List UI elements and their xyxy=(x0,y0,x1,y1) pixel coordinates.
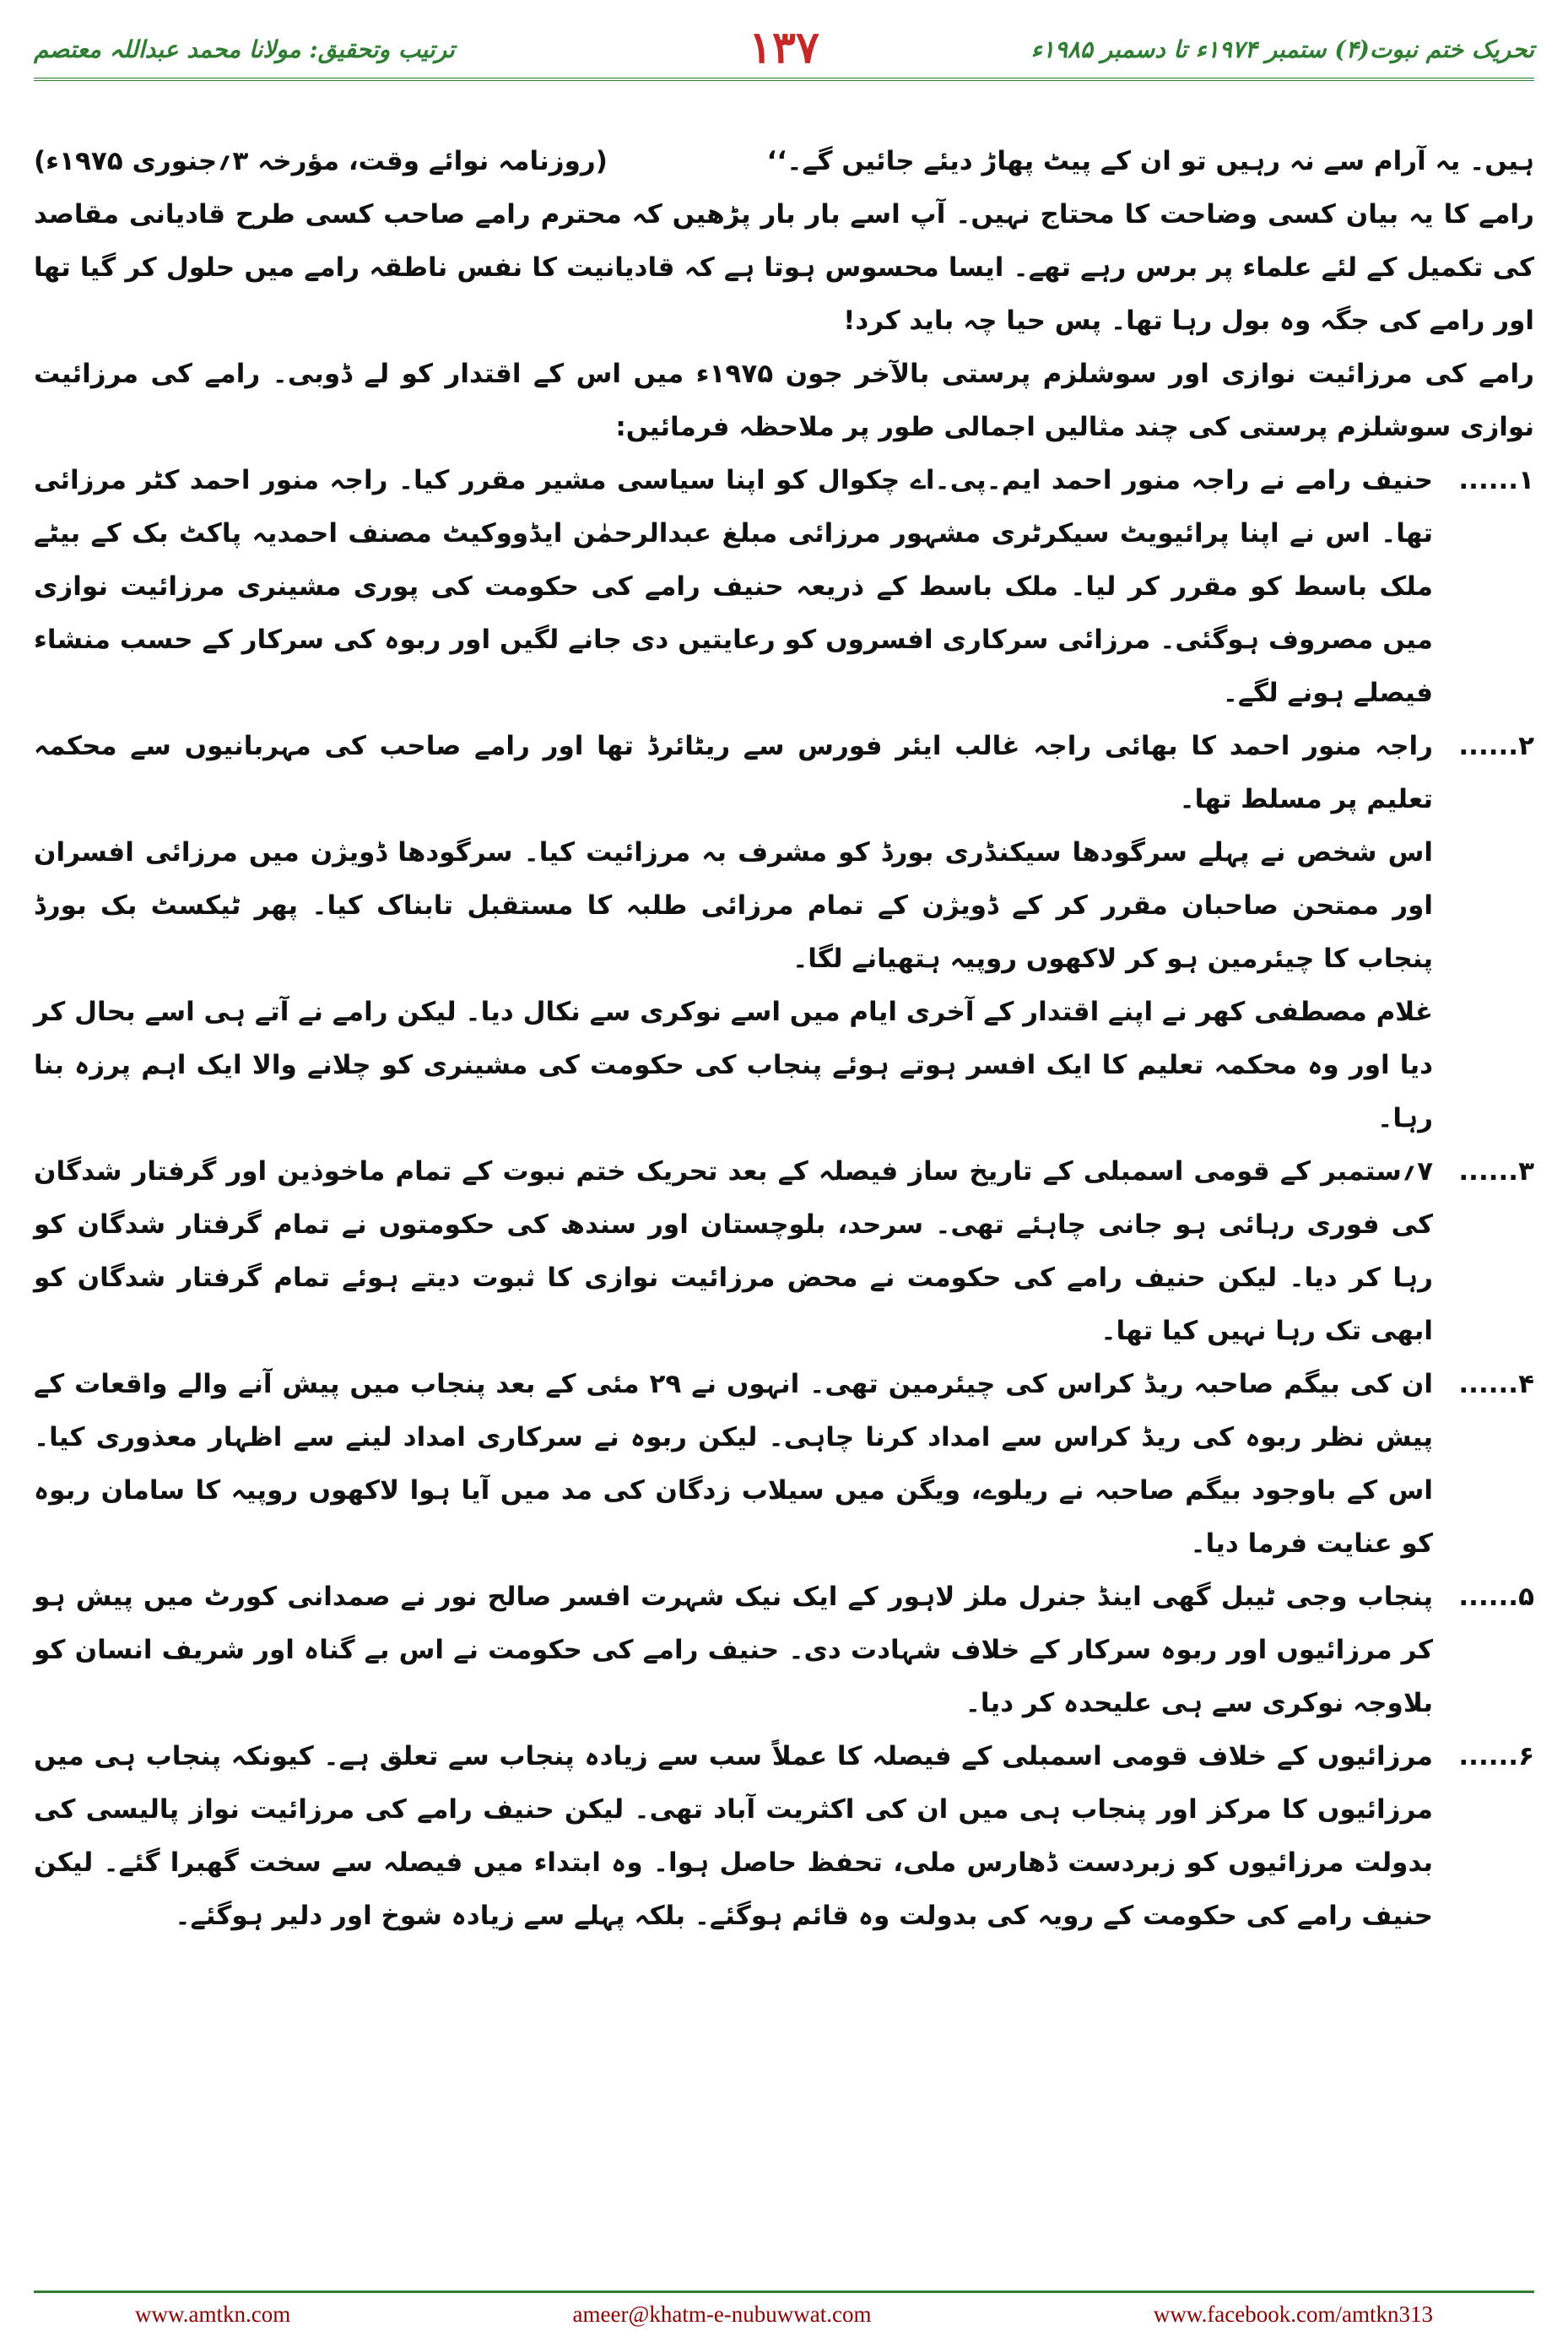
footer-facebook-link[interactable]: www.facebook.com/amtkn313 xyxy=(1153,2301,1433,2327)
list-item-paragraph: پنجاب وجی ٹیبل گھی اینڈ جنرل ملز لاہور کے ایک نیک شہرت افسر صالح نور نے صمدانی کورٹ میں پیش ہو کر مرزائیوں اور ربوہ سرکار کے خلاف شہادت دی۔ حنیف رامے کی حکومت نے اس بے گناہ اور شریف انسان کو بلاوجہ نوکری سے ہی علیحدہ کر دیا۔ xyxy=(34,1582,1433,1718)
list-item-body xyxy=(34,454,1433,720)
header-book-title: تحریک ختم نبوت(۴) ستمبر ۱۹۷۴ء تا دسمبر ۱۹۸۵ء xyxy=(1030,35,1534,63)
list-item xyxy=(34,1145,1534,1358)
citation: (روزنامہ نوائے وقت، مؤرخہ ۳؍جنوری ۱۹۷۵ء) xyxy=(34,146,608,176)
list-item-paragraph: اس شخص نے پہلے سرگودھا سیکنڈری بورڈ کو مشرف بہ مرزائیت کیا۔ سرگودھا ڈویژن میں مرزائی افسران اور ممتحن صاحبان مقرر کر کے ڈویژن کے تمام مرزائی طلبہ کا مستقبل تابناک کیا۔ پھر ٹیکسٹ بک بورڈ پنجاب کا چیئرمین ہو کر لاکھوں روپیہ ہتھیانے لگا۔ xyxy=(34,837,1433,974)
footer-email-link[interactable]: ameer@khatm-e-nubuwwat.com xyxy=(572,2301,872,2327)
page-header xyxy=(34,19,1534,81)
list-item-body xyxy=(34,1145,1433,1358)
list-item-number: ۳...... xyxy=(1458,1156,1534,1187)
paragraph-intro-2: رامے کی مرزائیت نوازی اور سوشلزم پرستی بالآخر جون ۱۹۷۵ء میں اس کے اقتدار کو لے ڈوبی۔ رامے کی مرزائیت نوازی سوشلزم پرستی کی چند مثالیں اجمالی طور پر ملاحظہ فرمائیں: xyxy=(34,359,1534,442)
list-item-body xyxy=(34,1730,1433,1943)
page-body xyxy=(34,135,1534,1943)
list-item-number: ۵...... xyxy=(1458,1582,1534,1612)
list-item-number: ۲...... xyxy=(1458,731,1534,761)
list-item xyxy=(34,1358,1534,1571)
paragraph-intro-1: رامے کا یہ بیان کسی وضاحت کا محتاج نہیں۔ آپ اسے بار بار پڑھیں کہ محترم رامے صاحب کسی طرح قادیانی مقاصد کی تکمیل کے لئے علماء پر برس رہے تھے۔ ایسا محسوس ہوتا ہے کہ قادیانیت کا نفس ناطقہ رامے میں حلول کر گیا تھا اور رامے کی جگہ وہ بول رہا تھا۔ پس حیا چہ باید کرد! xyxy=(34,199,1534,336)
list-item xyxy=(34,1571,1534,1730)
header-compiler: ترتیب وتحقیق: مولانا محمد عبداللہ معتصم xyxy=(34,35,455,63)
list-item xyxy=(34,1730,1534,1943)
numbered-list xyxy=(34,454,1534,1943)
list-item-number: ۴...... xyxy=(1458,1369,1534,1399)
page-number: ۱۳۷ xyxy=(749,22,819,73)
quote-end-text: ہیں۔ یہ آرام سے نہ رہیں تو ان کے پیٹ پھاڑ دیئے جائیں گے۔‘‘ xyxy=(766,146,1534,176)
list-item-body xyxy=(34,1358,1433,1571)
list-item-paragraph: حنیف رامے نے راجہ منور احمد ایم۔پی۔اے چکوال کو اپنا سیاسی مشیر مقرر کیا۔ راجہ منور احمد کٹر مرزائی تھا۔ اس نے اپنا پرائیویٹ سیکرٹری مشہور مرزائی مبلغ عبدالرحمٰن ایڈووکیٹ مصنف احمدیہ پاکٹ بک کے بیٹے ملک باسط کو مقرر کر لیا۔ ملک باسط کے ذریعہ حنیف رامے کی حکومت کی پوری مشینری مرزائیت نوازی میں مصروف ہوگئی۔ مرزائی سرکاری افسروں کو رعایتیں دی جانے لگیں اور ربوہ کی سرکار کے حسب منشاء فیصلے ہونے لگے۔ xyxy=(34,465,1433,708)
list-item-body xyxy=(34,720,1433,1145)
list-item-paragraph: مرزائیوں کے خلاف قومی اسمبلی کے فیصلہ کا عملاً سب سے زیادہ پنجاب سے تعلق ہے۔ کیونکہ پنجاب ہی میں مرزائیوں کا مرکز اور پنجاب ہی میں ان کی اکثریت آباد تھی۔ لیکن حنیف رامے کی مرزائیت نواز پالیسی کی بدولت مرزائیوں کو زبردست ڈھارس ملی، تحفظ حاصل ہوا۔ وہ ابتداء میں فیصلہ سے سخت گھبرا گئے۔ لیکن حنیف رامے کی حکومت کے رویہ کی بدولت وہ قائم ہوگئے۔ بلکہ پہلے سے زیادہ شوخ اور دلیر ہوگئے۔ xyxy=(34,1741,1433,1931)
page-footer xyxy=(34,2291,1534,2331)
list-item xyxy=(34,720,1534,1145)
quote-end-line xyxy=(34,135,1534,188)
footer-website-link[interactable]: www.amtkn.com xyxy=(135,2301,291,2327)
list-item xyxy=(34,454,1534,720)
list-item-body xyxy=(34,1571,1433,1730)
list-item-paragraph: غلام مصطفی کھر نے اپنے اقتدار کے آخری ایام میں اسے نوکری سے نکال دیا۔ لیکن رامے نے آتے ہی اسے بحال کر دیا اور وہ محکمہ تعلیم کا ایک افسر ہوتے ہوئے پنجاب کی حکومت کی مشینری کو چلانے والا ایک اہم پرزہ بنا رہا۔ xyxy=(34,997,1433,1133)
list-item-number: ۶...... xyxy=(1458,1741,1534,1771)
list-item-paragraph: راجہ منور احمد کا بھائی راجہ غالب ایئر فورس سے ریٹائرڈ تھا اور رامے صاحب کی مہربانیوں سے محکمہ تعلیم پر مسلط تھا۔ xyxy=(34,731,1433,814)
list-item-paragraph: ۷؍ستمبر کے قومی اسمبلی کے تاریخ ساز فیصلہ کے بعد تحریک ختم نبوت کے تمام ماخوذین اور گرفتار شدگان کی فوری رہائی ہو جانی چاہئے تھی۔ سرحد، بلوچستان اور سندھ کی حکومتوں نے تمام گرفتار شدگان کو رہا کر دیا۔ لیکن حنیف رامے کی حکومت نے محض مرزائیت نوازی کا ثبوت دیتے ہوئے تمام گرفتار شدگان کو ابھی تک رہا نہیں کیا تھا۔ xyxy=(34,1156,1433,1346)
list-item-paragraph: ان کی بیگم صاحبہ ریڈ کراس کی چیئرمین تھی۔ انہوں نے ۲۹ مئی کے بعد پنجاب میں پیش آنے والے واقعات کے پیش نظر ربوہ کی ریڈ کراس سے امداد کرنا چاہی۔ لیکن ربوہ نے سرکاری امداد لینے سے اظہار معذوری کیا۔ اس کے باوجود بیگم صاحبہ نے ریلوے، ویگن میں سیلاب زدگان کی مد میں آیا ہوا لاکھوں روپیہ کا سامان ربوہ کو عنایت فرما دیا۔ xyxy=(34,1369,1433,1559)
list-item-number: ۱...... xyxy=(1458,465,1534,495)
